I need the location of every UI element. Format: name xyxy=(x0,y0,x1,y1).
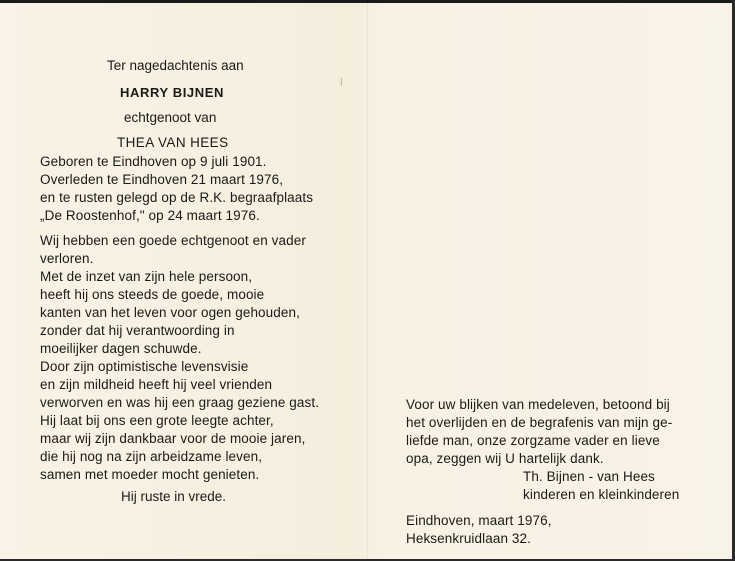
spouse-label: echtgenoot van xyxy=(124,110,217,125)
spouse-name: THEA VAN HEES xyxy=(117,135,229,150)
thanks-line: Voor uw blijken van medeleven, betoond bij xyxy=(406,397,670,412)
biography-line: Geboren te Eindhoven op 9 juli 1901. xyxy=(40,154,267,169)
biography-line: „De Roostenhof," op 24 maart 1976. xyxy=(40,208,260,223)
signature xyxy=(523,468,679,504)
tribute-line: kanten van het leven voor ogen gehouden, xyxy=(40,305,300,320)
biography-line: en te rusten gelegd op de R.K. begraafplaats xyxy=(40,190,314,205)
signature-line: kinderen en kleinkinderen xyxy=(523,487,680,502)
address xyxy=(406,512,552,548)
tribute xyxy=(40,232,319,484)
tribute-line: verloren. xyxy=(40,251,94,266)
thanks-text xyxy=(406,396,672,468)
card-fold xyxy=(367,0,368,561)
thanks-line: het overlijden en de begrafenis van mijn ge- xyxy=(406,415,673,430)
in-memory-heading: Ter nagedachtenis aan xyxy=(107,58,244,73)
tribute-line: Wij hebben een goede echtgenoot en vader xyxy=(40,233,306,248)
address-line: Heksenkruidlaan 32. xyxy=(406,531,531,546)
closing-line: Hij ruste in vrede. xyxy=(121,489,227,504)
tribute-line: maar wij zijn dankbaar voor de mooie jaren, xyxy=(40,431,306,446)
address-line: Eindhoven, maart 1976, xyxy=(406,513,552,528)
scan-edge-top xyxy=(0,0,735,3)
tribute-line: die hij nog na zijn arbeidzame leven, xyxy=(40,449,263,464)
tribute-line: Met de inzet van zijn hele persoon, xyxy=(40,269,253,284)
thanks-line: opa, zeggen wij U hartelijk dank. xyxy=(406,451,604,466)
ink-mark: \ xyxy=(337,76,345,89)
signature-line: Th. Bijnen - van Hees xyxy=(523,469,655,484)
tribute-line: samen met moeder mocht genieten. xyxy=(40,467,260,482)
deceased-name: HARRY BIJNEN xyxy=(120,85,224,100)
biography-line: Overleden te Eindhoven 21 maart 1976, xyxy=(40,172,284,187)
tribute-line: zonder dat hij verantwoording in xyxy=(40,323,235,338)
tribute-line: verworven en was hij een graag geziene gast. xyxy=(40,395,320,410)
tribute-line: Hij laat bij ons een grote leegte achter, xyxy=(40,413,274,428)
tribute-line: heeft hij ons steeds de goede, mooie xyxy=(40,287,265,302)
tribute-line: moeilijker dagen schuwde. xyxy=(40,341,202,356)
biography xyxy=(40,153,313,225)
tribute-line: Door zijn optimistische levensvisie xyxy=(40,359,249,374)
thanks-line: liefde man, onze zorgzame vader en lieve xyxy=(406,433,660,448)
tribute-line: en zijn mildheid heeft hij veel vrienden xyxy=(40,377,273,392)
